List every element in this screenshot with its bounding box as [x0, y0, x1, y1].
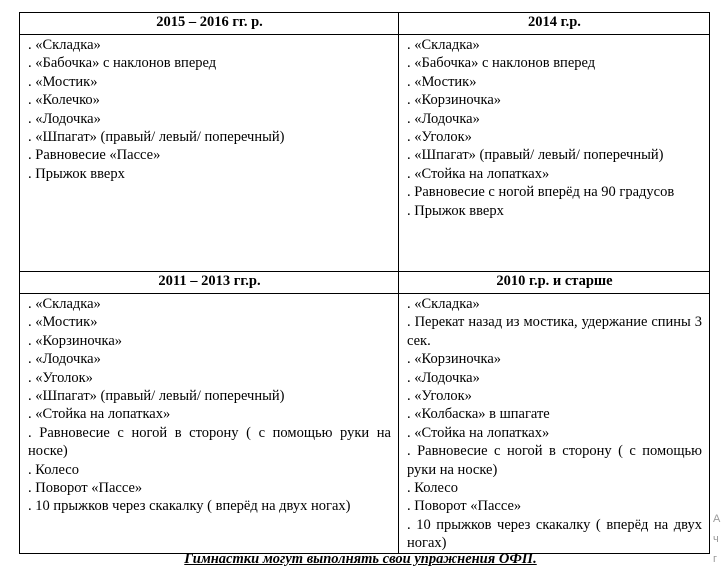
exercise-list [28, 36, 391, 183]
table-header-row [20, 272, 710, 294]
table-body-row [20, 294, 710, 554]
list-item: . 10 прыжков через скакалку ( вперёд на двух ногах) [28, 498, 351, 515]
list-item: . Равновесие с ногой вперёд на 90 градусов [407, 184, 675, 201]
list-item: . «Лодочка» [28, 351, 101, 368]
list-item: . «Складка» [28, 296, 101, 312]
exercise-list [28, 295, 391, 516]
list-item: . «Стойка на лопатках» [28, 406, 171, 423]
list-item: . «Шпагат» (правый/ левый/ поперечный) [407, 147, 664, 164]
list-item: . «Лодочка» [407, 369, 480, 386]
edge-letter: А [713, 513, 721, 525]
list-item: . Равновесие с ногой в сторону ( с помощью руки на носке) [28, 424, 391, 460]
edge-letter: г [713, 553, 718, 565]
list-item: . «Складка» [407, 37, 480, 53]
header-2014: 2014 г.р. [399, 13, 710, 35]
header-2011-2013: 2011 – 2013 гг.р. [20, 272, 399, 294]
list-item: . «Лодочка» [28, 110, 101, 127]
list-item: . Колесо [407, 480, 458, 497]
list-item: . «Колечко» [28, 92, 100, 109]
table-header-row [20, 13, 710, 35]
list-item: . Прыжок вверх [28, 165, 125, 182]
list-item: . «Уголок» [407, 129, 472, 146]
list-item: . «Корзиночка» [28, 332, 123, 349]
list-item: . «Мостик» [407, 73, 477, 90]
header-2010-older: 2010 г.р. и старше [399, 272, 710, 294]
list-item: . Равновесие с ногой в сторону ( с помощью руки на носке) [407, 443, 702, 478]
cell-2011-2013 [20, 294, 399, 554]
cell-2014 [399, 35, 710, 272]
exercise-list [407, 295, 702, 553]
list-item: . «Уголок» [28, 369, 93, 386]
list-item: . «Складка» [407, 296, 480, 312]
list-item: . «Складка» [28, 37, 101, 53]
list-item: . Равновесие «Пассе» [28, 147, 161, 164]
list-item: . «Мостик» [28, 73, 98, 90]
list-item: . «Лодочка» [407, 110, 480, 127]
list-item: . Колесо [28, 461, 79, 478]
list-item: . Прыжок вверх [407, 202, 504, 219]
list-item: . Поворот «Пассе» [28, 480, 143, 497]
list-item: . «Шпагат» (правый/ левый/ поперечный) [28, 388, 285, 405]
header-2015-2016: 2015 – 2016 гг. р. [20, 13, 399, 35]
list-item: . «Стойка на лопатках» [407, 165, 550, 182]
list-item: . «Уголок» [407, 388, 472, 405]
cell-2010-older [399, 294, 710, 554]
list-item: . «Мостик» [28, 314, 98, 331]
edge-letter: ч [713, 533, 719, 545]
exercise-table [19, 12, 710, 554]
list-item: . Перекат назад из мостика, удержание спины 3 сек. [407, 314, 702, 349]
list-item: . «Стойка на лопатках» [407, 424, 550, 441]
list-item: . «Корзиночка» [407, 92, 502, 109]
table-body-row [20, 35, 710, 272]
exercise-list [407, 36, 702, 220]
list-item: . «Колбаска» в шпагате [407, 406, 550, 423]
list-item: . «Корзиночка» [407, 351, 502, 368]
list-item: . «Шпагат» (правый/ левый/ поперечный) [28, 129, 285, 146]
list-item: . «Бабочка» с наклонов вперед [28, 55, 217, 72]
list-item: . «Бабочка» с наклонов вперед [407, 55, 596, 72]
cell-2015-2016 [20, 35, 399, 272]
list-item: . Поворот «Пассе» [407, 498, 522, 515]
list-item: . 10 прыжков через скакалку ( вперёд на двух ногах) [407, 516, 702, 552]
footer-note: Гимнастки могут выполнять свои упражнения ОФП. [184, 551, 537, 567]
